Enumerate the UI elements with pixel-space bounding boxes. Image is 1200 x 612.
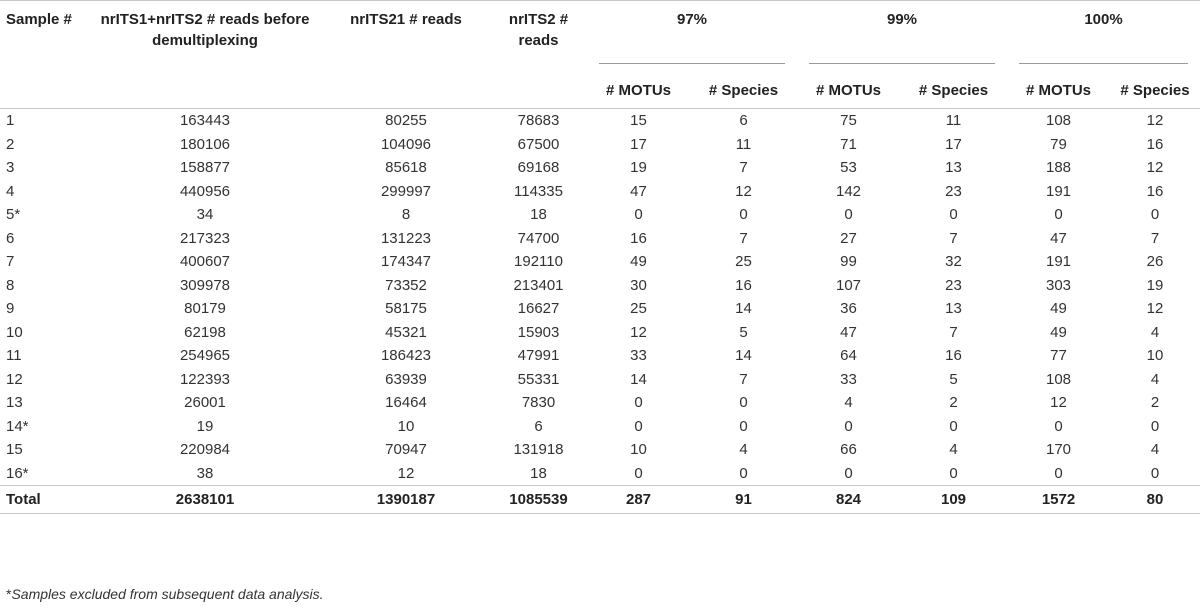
cell-motus-100: 1572	[1007, 486, 1110, 514]
cell-motus-100: 108	[1045, 112, 1072, 130]
cell-its1-reads: 70947	[385, 441, 427, 459]
cell-motus-99: 66	[840, 441, 857, 459]
header-sample: Sample #	[6, 11, 72, 28]
cell-motus-97: 47	[630, 182, 647, 200]
cell-species-97: 0	[739, 417, 748, 435]
cell-species-99: 23	[945, 276, 962, 294]
cell-species-97: 0	[739, 394, 748, 412]
cell-species-97: 7	[739, 229, 748, 247]
cell-its2-reads: 7830	[521, 394, 556, 412]
cell-motus-100: 49	[1050, 300, 1067, 318]
cell-motus-100: 0	[1054, 417, 1063, 435]
cell-motus-99: 47	[840, 323, 857, 341]
cell-motus-97: 12	[630, 323, 647, 341]
header-species-99: # Species	[918, 81, 989, 99]
table-row	[0, 415, 1200, 439]
cell-species-100: 16	[1146, 182, 1164, 200]
cell-species-100: 80	[1110, 486, 1200, 514]
cell-species-100: 2	[1150, 394, 1160, 412]
cell-species-100: 12	[1146, 112, 1164, 130]
cell-its1-reads: 1390187	[322, 486, 490, 514]
header-group-99	[797, 1, 1007, 64]
cell-motus-97: 30	[630, 276, 647, 294]
cell-species-97: 91	[690, 486, 797, 514]
cell-its2-reads: 6	[534, 417, 543, 435]
total-row	[0, 486, 1200, 514]
header-group-100-label: 100%	[1084, 11, 1123, 28]
cell-species-99: 0	[949, 417, 958, 435]
cell-motus-99: 75	[840, 112, 857, 130]
cell-species-99: 4	[949, 441, 958, 459]
cell-combined-reads: 2638101	[88, 486, 322, 514]
cell-its2-reads: 55331	[517, 370, 560, 388]
cell-its1-reads: 73352	[385, 276, 427, 294]
cell-motus-99: 27	[840, 229, 857, 247]
cell-combined-reads: 38	[196, 464, 214, 482]
table-row	[0, 368, 1200, 392]
cell-combined-reads: 158877	[179, 159, 231, 177]
cell-species-100: 10	[1146, 347, 1164, 365]
cell-species-97: 12	[735, 182, 752, 200]
cell-sample: 2	[6, 135, 15, 153]
cell-species-100: 0	[1150, 206, 1160, 224]
group-underline	[809, 63, 995, 64]
cell-motus-99: 0	[844, 464, 853, 482]
cell-its2-reads: 15903	[517, 323, 560, 341]
cell-motus-100: 0	[1054, 464, 1063, 482]
cell-its1-reads: 16464	[385, 394, 427, 412]
cell-motus-97: 33	[630, 347, 647, 365]
cell-motus-99: 142	[835, 182, 862, 200]
cell-its2-reads: 18	[530, 206, 547, 224]
header-motus-97: # MOTUs	[605, 81, 671, 99]
cell-motus-100: 191	[1045, 253, 1072, 271]
cell-its2-reads: 16627	[517, 300, 560, 318]
cell-species-99: 13	[945, 300, 962, 318]
cell-species-97: 0	[739, 206, 748, 224]
cell-its1-reads: 299997	[380, 182, 432, 200]
table-row	[0, 438, 1200, 462]
table-row	[0, 180, 1200, 204]
cell-species-99: 17	[945, 135, 962, 153]
cell-motus-97: 14	[630, 370, 647, 388]
cell-its1-reads: 174347	[380, 253, 432, 271]
footnote-mark: *	[6, 586, 12, 602]
cell-sample: 13	[6, 394, 23, 412]
cell-its2-reads: 67500	[517, 135, 560, 153]
table-row	[0, 156, 1200, 180]
cell-sample: 15	[6, 441, 23, 459]
cell-motus-99: 4	[844, 394, 853, 412]
cell-combined-reads: 122393	[179, 370, 231, 388]
cell-sample: 6	[6, 229, 15, 247]
cell-its2-reads: 131918	[513, 441, 564, 459]
cell-motus-100: 0	[1054, 206, 1063, 224]
footnote-text: Samples excluded from subsequent data analysis.	[11, 586, 324, 602]
cell-its1-reads: 63939	[385, 370, 427, 388]
cell-combined-reads: 440956	[179, 182, 231, 200]
cell-species-99: 5	[949, 370, 958, 388]
cell-species-100: 12	[1146, 159, 1164, 177]
header-combined-reads: nrITS1+nrITS2 # reads before demultiplexing	[100, 11, 310, 49]
cell-sample: 14*	[6, 417, 29, 435]
cell-species-97: 5	[739, 323, 748, 341]
cell-species-100: 4	[1150, 323, 1160, 341]
cell-motus-100: 79	[1050, 135, 1067, 153]
cell-motus-97: 16	[630, 229, 647, 247]
cell-species-99: 13	[945, 159, 962, 177]
cell-motus-97: 15	[630, 112, 647, 130]
cell-motus-99: 107	[835, 276, 862, 294]
cell-species-99: 0	[949, 206, 958, 224]
cell-motus-97: 0	[634, 394, 643, 412]
cell-its1-reads: 8	[401, 206, 411, 224]
table-header	[0, 1, 1200, 110]
cell-its1-reads: 10	[397, 417, 415, 435]
header-species-100: # Species	[1120, 81, 1190, 99]
cell-motus-97: 19	[630, 159, 647, 177]
cell-motus-100: 170	[1045, 441, 1072, 459]
cell-motus-97: 25	[630, 300, 647, 318]
cell-combined-reads: 34	[196, 206, 214, 224]
header-its1-reads: nrITS21 # reads	[350, 11, 462, 28]
footnote	[6, 586, 324, 602]
cell-species-100: 4	[1150, 441, 1160, 459]
cell-combined-reads: 254965	[179, 347, 231, 365]
cell-its1-reads: 186423	[380, 347, 432, 365]
cell-motus-99: 33	[840, 370, 857, 388]
cell-sample: 11	[6, 347, 22, 365]
cell-combined-reads: 26001	[184, 394, 226, 412]
cell-species-97: 14	[735, 347, 752, 365]
cell-its2-reads: 69168	[517, 159, 560, 177]
cell-motus-99: 36	[840, 300, 857, 318]
cell-sample: 5*	[6, 206, 21, 224]
cell-motus-99: 824	[797, 486, 900, 514]
cell-motus-100: 77	[1050, 347, 1067, 365]
table-row	[0, 227, 1200, 251]
cell-combined-reads: 220984	[179, 441, 231, 459]
cell-species-100: 26	[1146, 253, 1164, 271]
cell-its2-reads: 18	[530, 464, 547, 482]
table-row	[0, 274, 1200, 298]
cell-its2-reads: 114335	[514, 182, 563, 200]
cell-species-99: 2	[949, 394, 958, 412]
cell-motus-97: 287	[587, 486, 690, 514]
cell-species-99: 0	[949, 464, 958, 482]
header-group-97-label: 97%	[676, 11, 708, 28]
cell-sample: 4	[6, 182, 15, 200]
cell-species-100: 0	[1150, 417, 1160, 435]
cell-species-99: 7	[949, 229, 958, 247]
cell-its2-reads: 74700	[517, 229, 560, 247]
cell-motus-97: 10	[630, 441, 647, 459]
cell-species-97: 16	[735, 276, 752, 294]
cell-motus-99: 53	[840, 159, 857, 177]
cell-its2-reads: 213401	[513, 276, 564, 294]
cell-combined-reads: 62198	[184, 323, 226, 341]
cell-species-97: 6	[739, 112, 748, 130]
cell-species-100: 4	[1150, 370, 1160, 388]
cell-its1-reads: 12	[397, 464, 415, 482]
table-row	[0, 462, 1200, 486]
group-underline	[1019, 63, 1188, 64]
cell-sample: 3	[6, 159, 15, 177]
table-body	[0, 109, 1200, 514]
cell-species-99: 109	[900, 486, 1007, 514]
cell-species-99: 11	[945, 112, 962, 130]
cell-species-100: 16	[1146, 135, 1164, 153]
cell-motus-99: 99	[840, 253, 857, 271]
cell-motus-99: 71	[840, 135, 857, 153]
cell-its2-reads: 192110	[514, 253, 563, 271]
cell-motus-100: 303	[1045, 276, 1072, 294]
header-its2-reads: nrITS2 # reads	[508, 11, 569, 49]
cell-sample: 1	[6, 112, 15, 130]
cell-species-97: 25	[735, 253, 752, 271]
cell-its1-reads: 131223	[380, 229, 432, 247]
cell-sample: 10	[6, 323, 23, 341]
cell-motus-100: 191	[1045, 182, 1072, 200]
cell-its2-reads: 47991	[517, 347, 560, 365]
cell-species-97: 0	[739, 464, 748, 482]
cell-sample: 7	[6, 253, 15, 271]
cell-combined-reads: 400607	[179, 253, 231, 271]
header-motus-99: # MOTUs	[815, 81, 881, 99]
cell-species-100: 0	[1150, 464, 1160, 482]
cell-its1-reads: 45321	[385, 323, 427, 341]
cell-species-100: 19	[1146, 276, 1164, 294]
cell-motus-99: 0	[844, 206, 853, 224]
cell-its1-reads: 80255	[385, 112, 427, 130]
cell-combined-reads: 19	[196, 417, 214, 435]
cell-sample: 9	[6, 300, 15, 318]
cell-species-97: 11	[735, 135, 752, 153]
cell-combined-reads: 80179	[184, 300, 226, 318]
group-underline	[599, 63, 785, 64]
table-row	[0, 109, 1200, 133]
header-species-97: # Species	[708, 81, 779, 99]
cell-its1-reads: 104096	[380, 135, 432, 153]
header-group-99-label: 99%	[886, 11, 918, 28]
cell-motus-99: 0	[844, 417, 853, 435]
cell-its2-reads: 78683	[517, 112, 560, 130]
cell-its1-reads: 85618	[385, 159, 427, 177]
cell-sample: 8	[6, 276, 15, 294]
cell-species-100: 12	[1146, 300, 1164, 318]
header-group-100	[1007, 1, 1200, 64]
cell-species-99: 16	[945, 347, 962, 365]
cell-motus-99: 64	[840, 347, 857, 365]
cell-motus-100: 108	[1045, 370, 1072, 388]
table-row	[0, 203, 1200, 227]
cell-motus-100: 49	[1050, 323, 1067, 341]
cell-species-97: 7	[739, 370, 748, 388]
table-row	[0, 391, 1200, 415]
cell-species-100: 7	[1150, 229, 1160, 247]
table-row	[0, 321, 1200, 345]
table-row	[0, 344, 1200, 368]
header-group-97	[587, 1, 797, 64]
cell-combined-reads: 309978	[179, 276, 231, 294]
cell-combined-reads: 180106	[179, 135, 231, 153]
cell-its2-reads: 1085539	[490, 486, 587, 514]
table-row	[0, 133, 1200, 157]
cell-sample: 16*	[6, 464, 29, 482]
cell-sample: 12	[6, 370, 23, 388]
cell-species-99: 32	[945, 253, 962, 271]
cell-motus-97: 0	[634, 464, 643, 482]
cell-motus-97: 49	[630, 253, 647, 271]
cell-species-97: 14	[735, 300, 752, 318]
cell-motus-100: 47	[1050, 229, 1067, 247]
table-row	[0, 250, 1200, 274]
cell-motus-100: 188	[1045, 159, 1072, 177]
cell-combined-reads: 217323	[179, 229, 231, 247]
header-motus-100: # MOTUs	[1025, 81, 1091, 99]
cell-species-97: 4	[739, 441, 748, 459]
cell-sample: Total	[0, 486, 88, 514]
cell-species-99: 23	[945, 182, 962, 200]
cell-motus-97: 17	[630, 135, 647, 153]
cell-species-99: 7	[949, 323, 958, 341]
cell-its1-reads: 58175	[385, 300, 427, 318]
cell-species-97: 7	[739, 159, 748, 177]
cell-motus-97: 0	[634, 417, 643, 435]
cell-motus-97: 0	[634, 206, 643, 224]
table-row	[0, 297, 1200, 321]
cell-combined-reads: 163443	[179, 112, 231, 130]
cell-motus-100: 12	[1050, 394, 1067, 412]
